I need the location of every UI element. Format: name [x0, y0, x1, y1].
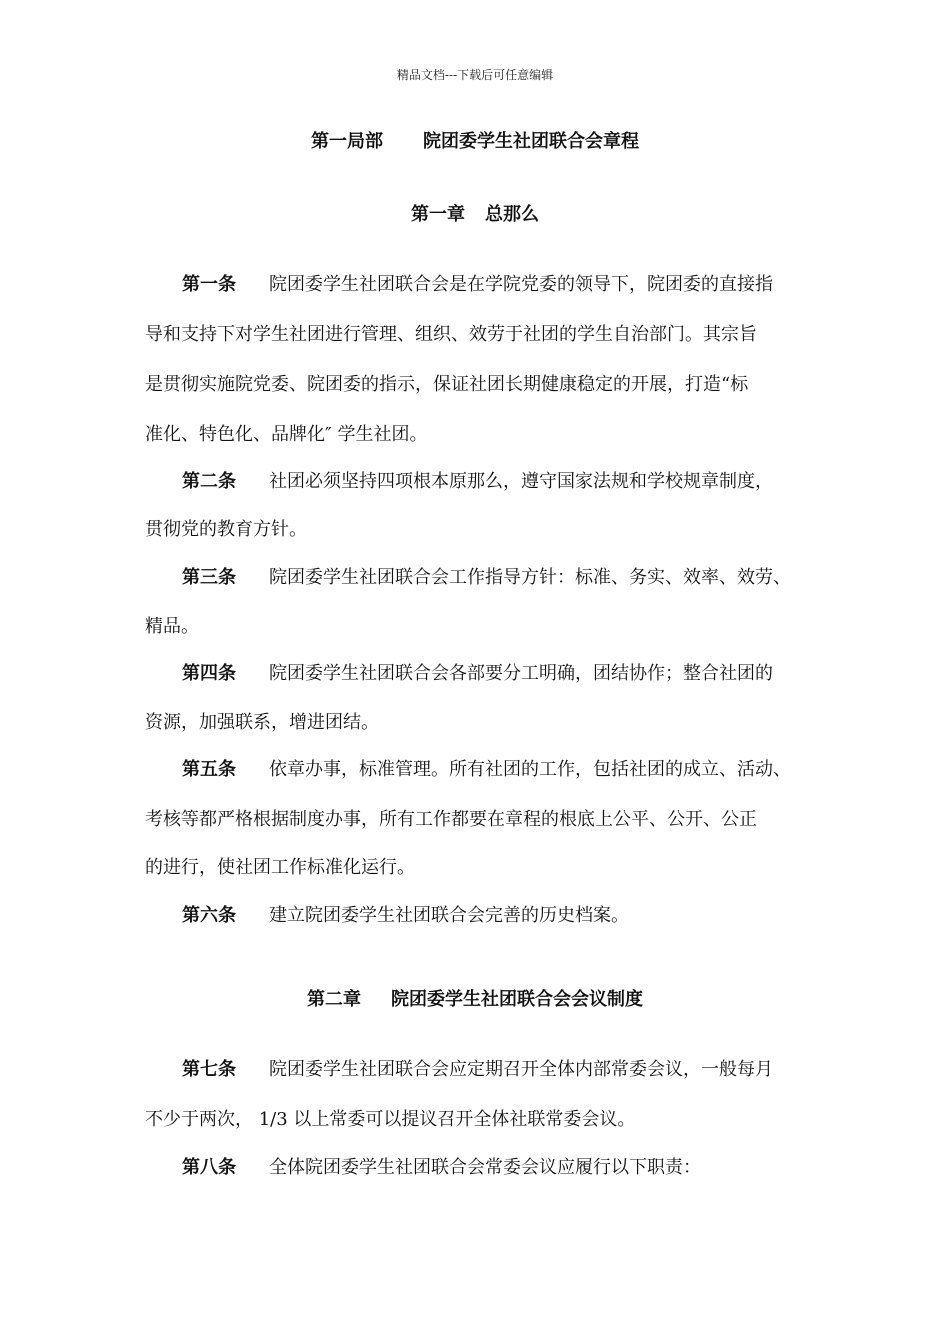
article-5-line-3: 的进行，使社团工作标准化运行。	[145, 857, 415, 878]
article-5-line-2: 考核等都严格根据制度办事，所有工作都要在章程的根底上公平、公开、公正	[145, 809, 757, 830]
article-6-line-1: 第六条 建立院团委学生社团联合会完善的历史档案。	[182, 901, 629, 927]
chapter-1-name: 总那么	[485, 204, 539, 225]
chapter-2-number: 第二章	[307, 989, 361, 1010]
part-title	[0, 127, 950, 153]
article-4-label: 第四条	[182, 663, 236, 684]
article-1-line-4: 准化、特色化、品牌化″ 学生社团。	[145, 424, 428, 445]
article-1-label: 第一条	[182, 274, 236, 295]
part-name: 院团委学生社团联合会章程	[423, 131, 639, 152]
chapter-2-title	[0, 985, 950, 1011]
article-1-line-1: 第一条 院团委学生社团联合会是在学院党委的领导下，院团委的直接指	[182, 270, 773, 296]
article-6-label: 第六条	[182, 905, 236, 926]
article-7-line-2: 不少于两次， 1/3 以上常委可以提议召开全体社联常委会议。	[145, 1109, 636, 1130]
article-7-line-1: 第七条 院团委学生社团联合会应定期召开全体内部常委会议，一般每月	[182, 1055, 773, 1081]
article-5-line-1: 第五条 依章办事，标准管理。所有社团的工作，包括社团的成立、活动、	[182, 755, 791, 781]
article-2-line-2: 贯彻党的教育方针。	[145, 519, 307, 540]
article-1-line-3: 是贯彻实施院党委、院团委的指示，保证社团长期健康稳定的开展，打造“标	[145, 374, 749, 395]
part-number: 第一局部	[311, 131, 383, 152]
chapter-2-name: 院团委学生社团联合会会议制度	[391, 989, 643, 1010]
article-4-line-1: 第四条 院团委学生社团联合会各部要分工明确，团结协作；整合社团的	[182, 659, 773, 685]
article-8-line-1: 第八条 全体院团委学生社团联合会常委会议应履行以下职责：	[182, 1153, 701, 1179]
article-3-line-2: 精品。	[145, 616, 199, 637]
article-2-line-1: 第二条 社团必须坚持四项根本原那么，遵守国家法规和学校规章制度，	[182, 467, 773, 493]
article-5-label: 第五条	[182, 759, 236, 780]
article-3-line-1: 第三条 院团委学生社团联合会工作指导方针：标准、务实、效率、效劳、	[182, 563, 791, 589]
article-1-line-2: 导和支持下对学生社团进行管理、组织、效劳于社团的学生自治部门。其宗旨	[145, 324, 757, 345]
article-3-label: 第三条	[182, 567, 236, 588]
chapter-1-number: 第一章	[411, 204, 465, 225]
chapter-1-title	[0, 200, 950, 226]
article-7-label: 第七条	[182, 1059, 236, 1080]
page-header: 精品文档---下载后可任意编辑	[396, 68, 554, 82]
article-2-label: 第二条	[182, 471, 236, 492]
article-4-line-2: 资源，加强联系，增进团结。	[145, 712, 379, 733]
article-8-label: 第八条	[182, 1157, 236, 1178]
